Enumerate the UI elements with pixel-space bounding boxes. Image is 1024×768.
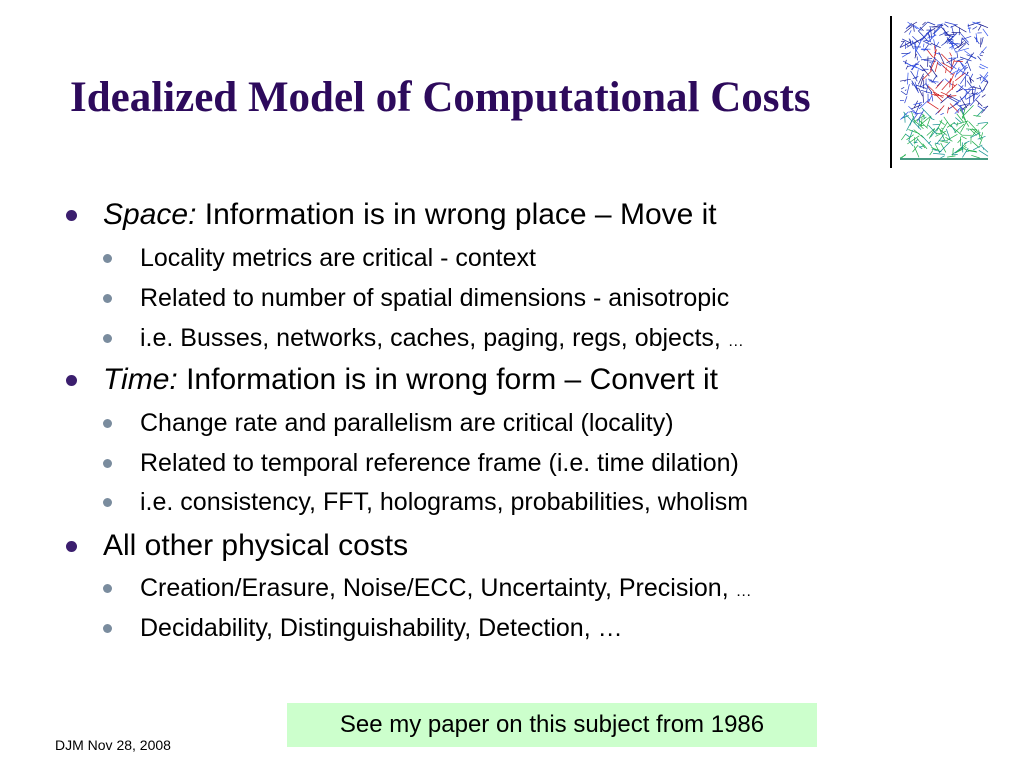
sub-bullet-ellipsis: … [727, 333, 744, 350]
slide-title: Idealized Model of Computational Costs [70, 74, 811, 121]
sub-bullet-text: Related to temporal reference frame (i.e. time dilation) [140, 449, 739, 477]
paper-note-box: See my paper on this subject from 1986 [287, 703, 817, 747]
bullet-dot [66, 210, 77, 221]
list-item [103, 528, 408, 564]
bullet-dot [66, 541, 77, 552]
bullet-emphasis: Time: [103, 363, 178, 396]
bullet-text: Information is in wrong form – Convert it [177, 363, 718, 396]
sub-bullet-dot [103, 584, 112, 593]
sub-bullet-text: i.e. consistency, FFT, holograms, probabilities, wholism [140, 488, 749, 516]
list-item [103, 197, 717, 233]
sub-list-item [140, 408, 674, 438]
list-item [103, 362, 718, 398]
sub-list-item [140, 487, 748, 517]
sub-bullet-dot [103, 498, 112, 507]
sub-bullet-text: Creation/Erasure, Noise/ECC, Uncertainty, Precision, [140, 574, 736, 602]
sub-bullet-text: Locality metrics are critical - context [140, 244, 536, 272]
footer-date: DJM Nov 28, 2008 [55, 737, 171, 753]
sub-bullet-ellipsis: … [735, 583, 752, 600]
sub-bullet-dot [103, 334, 112, 343]
sub-bullet-text: Related to number of spatial dimensions - anisotropic [140, 284, 730, 312]
sub-list-item [140, 243, 536, 273]
bullet-emphasis: Space: [103, 198, 197, 231]
sub-bullet-dot [103, 254, 112, 263]
bullet-text: All other physical costs [103, 529, 409, 562]
sub-list-item [140, 448, 739, 478]
sub-bullet-text: Change rate and parallelism are critical (locality) [140, 409, 674, 437]
sub-list-item [140, 323, 744, 357]
sub-bullet-text: i.e. Busses, networks, caches, paging, regs, objects, [140, 324, 728, 352]
sub-bullet-dot [103, 294, 112, 303]
sub-bullet-dot [103, 419, 112, 428]
sub-bullet-dot [103, 624, 112, 633]
sub-list-item [140, 283, 729, 313]
sub-list-item [140, 573, 752, 607]
sub-bullet-dot [103, 459, 112, 468]
sub-list-item [140, 613, 623, 643]
sub-bullet-text: Decidability, Distinguishability, Detection, … [140, 614, 623, 642]
bullet-dot [66, 375, 77, 386]
bullet-text: Information is in wrong place – Move it [196, 198, 717, 231]
